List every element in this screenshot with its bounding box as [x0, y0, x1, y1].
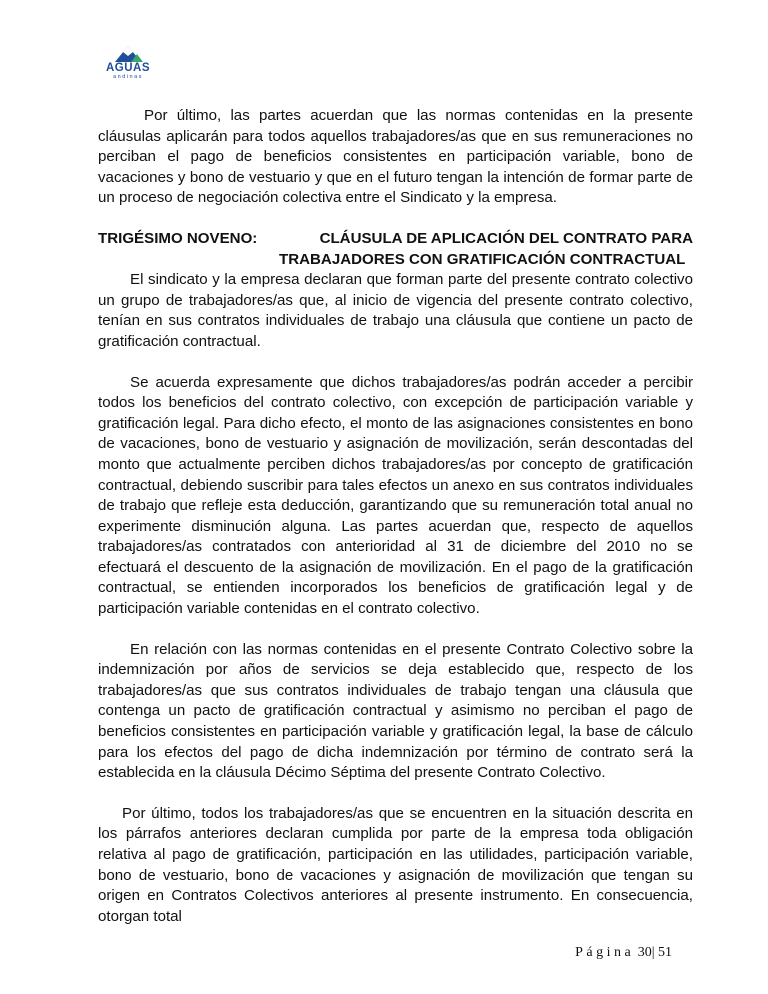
section-heading [98, 229, 693, 270]
paragraph-1: Por último, las partes acuerdan que las normas contenidas en la presente cláusulas aplicarán para todos aquellos trabajadores/as que en sus remuneraciones no perciban el pago de beneficios consistentes en participación variable, bono de vacaciones y bono de vestuario y que en el futuro tengan la intención de formar parte de un proceso de negociación colectiva entre el Sindicato y la empresa. [98, 107, 693, 207]
page-number: 30 [637, 945, 652, 960]
document-body [98, 106, 693, 927]
paragraph-3: Se acuerda expresamente que dichos trabajadores/as podrán acceder a percibir todos los beneficios del contrato colectivo, con excepción de participación variable y gratificación legal. Para dicho efecto, el monto de las asignaciones consistentes en bono de vacaciones, bono de vestuario y asignación de movilización, serán descontadas del monto que actualmente perciben dichos trabajadores/as por concepto de gratificación contractual, debiendo suscribir para tales efectos un anexo en sus contratos individuales de trabajo que refleje esta deducción, garantizando que su remuneración total anual no experimente disminución alguna. Las partes acuerdan que, respecto de aquellos trabajadores/as contratados con anterioridad al 31 de diciembre del 2010 no se efectuará el descuento de la asignación de movilización. En el pago de la gratificación contractual, se entienden incorporados los beneficios de gratificación legal y de participación variable contenidas en el contrato colectivo. [98, 373, 693, 618]
heading-title-part1: CLÁUSULA DE APLICACIÓN DEL CONTRATO PARA [319, 229, 693, 247]
company-logo [92, 44, 164, 92]
logo-subtitle: andinas [113, 74, 143, 80]
paragraph-2: El sindicato y la empresa declaran que forman parte del presente contrato colectivo un grupo de trabajadores/as que, al inicio de vigencia del presente contrato colectivo, tenían en sus contratos individuales de trabajo una cláusula que contiene un pacto de gratificación contractual. [98, 271, 693, 350]
page-word: Página [575, 945, 635, 960]
heading-label: TRIGÉSIMO NOVENO: [98, 229, 258, 247]
heading-title-part2: TRABAJADORES CON GRATIFICACIÓN CONTRACTUAL [279, 250, 686, 268]
logo-name: AGUAS [105, 62, 151, 74]
page-separator: | [651, 945, 655, 960]
paragraph-5: Por último, todos los trabajadores/as que se encuentren en la situación descrita en los párrafos anteriores declaran cumplida por parte de la empresa toda obligación relativa al pago de gratificación, participación en las utilidades, participación variable, bono de vestuario, bono de vacaciones y asignación de movilización que tengan su origen en Contratos Colectivos anteriores al presente instrumento. En consecuencia, otorgan total [98, 804, 693, 925]
mountain-icon [113, 44, 143, 62]
total-pages: 51 [658, 945, 672, 960]
page-footer [0, 945, 672, 961]
paragraph-4: En relación con las normas contenidas en el presente Contrato Colectivo sobre la indemnización por años de servicios se deja establecido que, respecto de los trabajadores/as que sus contratos individuales de trabajo tengan una cláusula que contenga un pacto de gratificación contractual y asimismo no perciban el pago de beneficios consistentes en participación variable y gratificación legal, la base de cálculo para los efectos del pago de dicha indemnización por término de contrato será la establecida en la cláusula Décimo Séptima del presente Contrato Colectivo. [98, 640, 693, 782]
